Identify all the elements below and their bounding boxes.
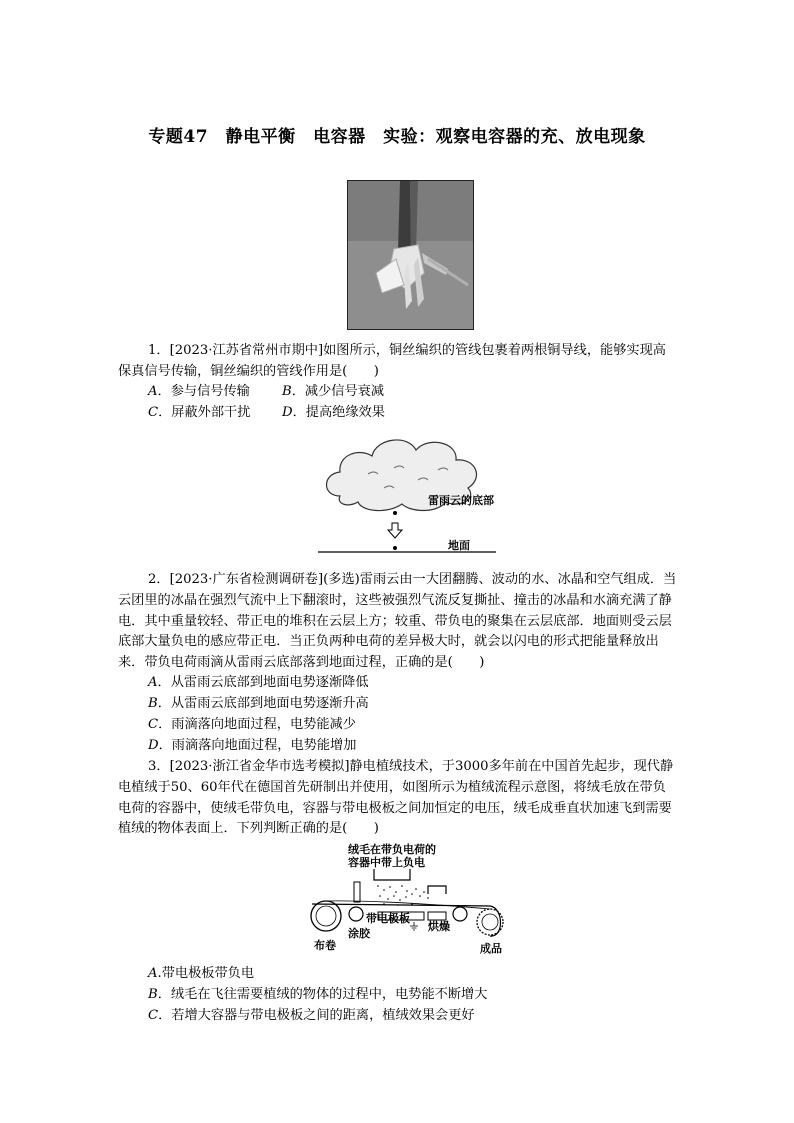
cloud-bottom-point [393,511,397,515]
q2-option-b: B．从雷雨云底部到地面电势逐渐升高 [148,696,369,711]
question-3-stem: 3．[2023·浙江省金华市选考模拟]静电植绒技术，于3000多年前在中国首先起步，现代静电植绒于50、60年代在德国首先研制出并使用，如图所示为植绒流程示意图，将绒毛放在带负电荷的容器中，使绒毛带负电，容器与带电极板之间加恒定的电压，绒毛成垂直状加速飞到需要植绒的物体表面上．下列判断正确的是( ) [118,759,674,837]
q3-option-a: A.带电极板带负电 [148,966,255,981]
question-1-stem: 1．[2023·江苏省常州市期中]如图所示，铜丝编织的管线包裹着两根铜导线，能够实现高保真信号传输，铜丝编织的管线作用是( ) [118,343,666,379]
q3-option-a-text: 带电极板带负电 [161,966,255,981]
glue-applicator [354,882,360,902]
ground-point [393,546,397,550]
q2-option-c: C．雨滴落向地面过程，电势能减少 [148,717,356,732]
q1-option-d-text: 提高绝缘效果 [305,405,385,420]
thundercloud-figure [318,430,498,556]
ground-symbol-icon [410,922,418,930]
drying-roller [453,907,467,921]
container-shape [374,869,410,880]
flocking-process-figure [304,842,504,958]
q2-option-d-text: 雨滴落向地面过程，电势能增加 [171,738,357,753]
q1-option-d: D．提高绝缘效果 [282,405,385,420]
dry-label: 烘燥 [428,920,450,933]
q2-option-b-text: 从雷雨云底部到地面电势逐渐升高 [170,696,369,711]
q2-option-d: D．雨滴落向地面过程，电势能增加 [148,738,357,753]
q1-option-a: A．参与信号传输 [148,384,250,399]
q1-option-a-text: 参与信号传输 [170,384,250,399]
plate-label: 带电极板 [366,912,410,925]
cloth-label: 布卷 [314,939,336,952]
down-arrow-icon [388,523,402,538]
cable-illustration [348,181,474,330]
page-title: 专题47 静电平衡 电容器 实验：观察电容器的充、放电现象 [148,127,646,147]
dryer-hood [428,886,446,894]
q3-option-b-text: 绒毛在飞往需要植绒的物体的过程中，电势能不断增大 [170,987,488,1002]
glue-label: 涂胶 [348,927,370,940]
q1-option-b-text: 减少信号衰减 [304,384,385,399]
q1-option-b: B．减少信号衰减 [282,384,385,399]
q2-option-c-text: 雨滴落向地面过程，电势能减少 [171,717,356,732]
q2-option-a: A．从雷雨云底部到地面电势逐渐降低 [148,675,369,690]
q1-option-c: C．屏蔽外部干扰 [148,405,251,420]
dryer-plate [428,912,446,920]
glue-roller [349,907,363,921]
q2-option-a-text: 从雷雨云底部到地面电势逐渐降低 [170,675,369,690]
q3-option-c: C．若增大容器与带电极板之间的距离，植绒效果会更好 [148,1008,475,1023]
ground-label: 地面 [448,539,470,552]
question-2-stem: 2．[2023·广东省检测调研卷](多选)雷雨云由一大团翻腾、波动的水、冰晶和空气组成．当云团里的冰晶在强烈气流中上下翻滚时，这些被强烈气流反复撕扯、撞击的冰晶和水滴充满了静电．其中重量较轻、带正电的堆积在云层上方；较重、带负电的聚集在云层底部．地面则受云层底部大量负电的感应带正电．当正负两种电荷的差异极大时，就会以闪电的形式把能量释放出来．带负电荷雨滴从雷雨云底部落到地面过程，正确的是( ) [118,572,677,671]
q1-option-c-text: 屏蔽外部干扰 [171,405,251,420]
cable-photo [347,180,474,330]
cloth-roll [311,901,341,931]
q3-option-b: B．绒毛在飞往需要植绒的物体的过程中，电势能不断增大 [148,987,488,1002]
product-label: 成品 [480,942,502,955]
container-label-line-1: 绒毛在带负电荷的 [348,843,436,856]
q3-option-c-text: 若增大容器与带电极板之间的距离，植绒效果会更好 [171,1008,475,1023]
cloud-bottom-label: 雷雨云的底部 [428,494,494,507]
container-label-line-2: 容器中带上负电 [348,856,425,869]
